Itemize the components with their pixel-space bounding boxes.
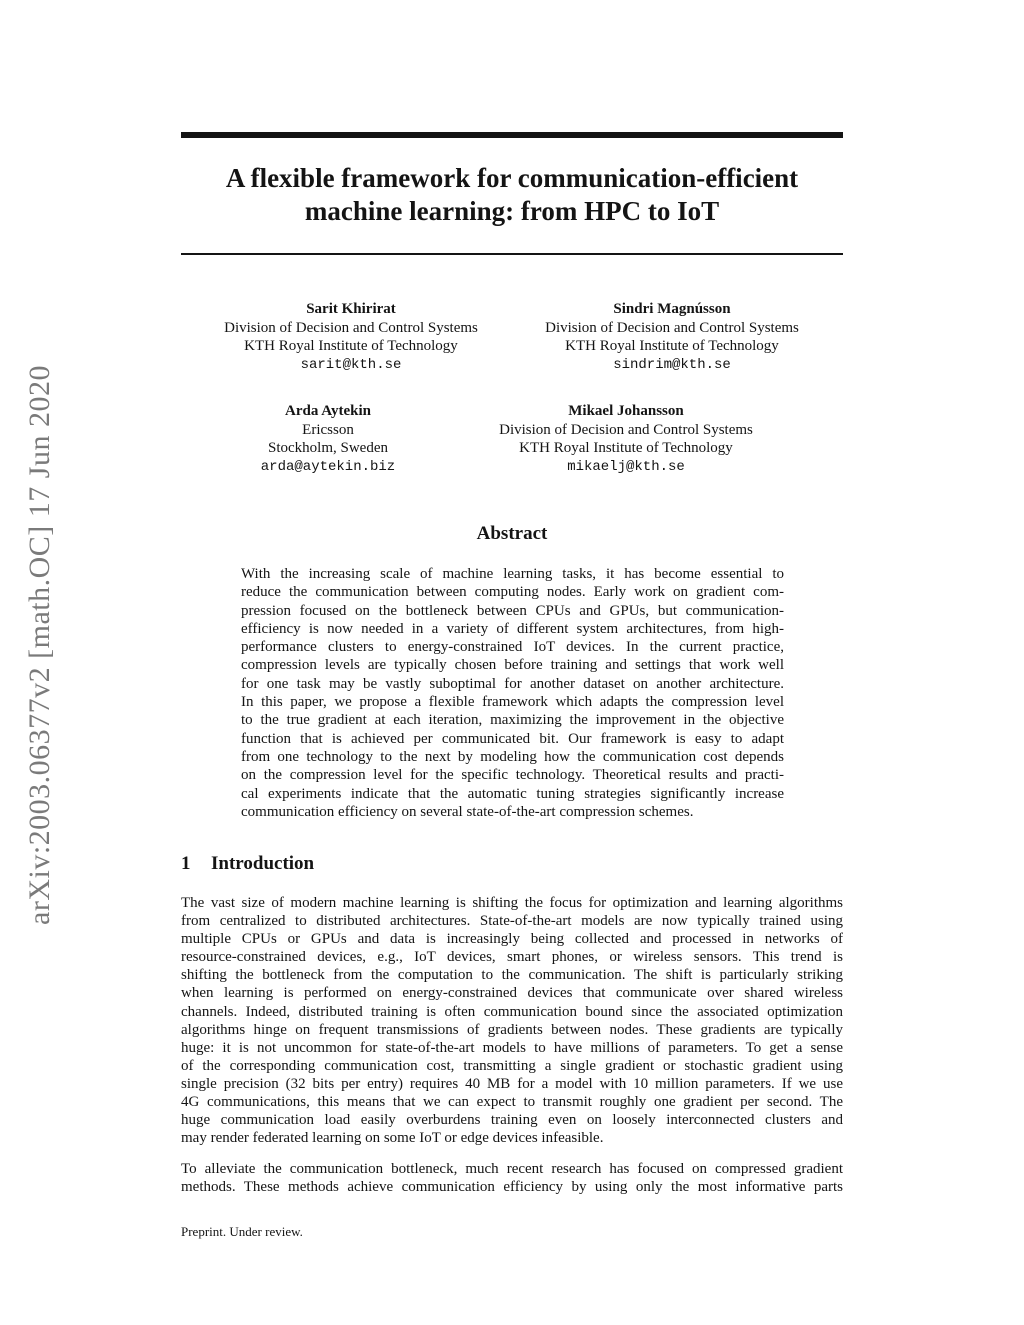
title-top-rule	[181, 132, 843, 138]
author-block	[178, 402, 478, 476]
paragraph-line: 4G communications, this means that we can expect to transmit roughly one gradient per second. The	[181, 1094, 843, 1111]
author-email: mikaelj@kth.se	[567, 458, 685, 475]
paragraph-line: methods. These methods achieve communication efficiency by using only the most informative parts	[181, 1179, 843, 1196]
abstract-line: for one task may be vastly suboptimal for another dataset on another architecture.	[241, 675, 784, 692]
author-block	[522, 300, 822, 374]
abstract-line: compression levels are typically chosen before training and settings that work well	[241, 657, 784, 674]
author-email: sindrim@kth.se	[613, 356, 731, 373]
paragraph-line: huge: it is not uncommon for state-of-the-art models to have millions of parameters. To get a sense	[181, 1039, 843, 1056]
abstract-line: function that is achieved per communicated bit. Our framework is easy to adapt	[241, 730, 784, 747]
abstract-line: to the true gradient at each iteration, maximizing the improvement in the objective	[241, 712, 784, 729]
author-block	[201, 300, 501, 374]
paragraph-line: algorithms hinge on frequent transmissions of gradients between nodes. These gradients are typically	[181, 1021, 843, 1038]
author-affiliation: Division of Decision and Control Systems	[224, 319, 478, 336]
author-block	[476, 402, 776, 476]
paragraph-line: The vast size of modern machine learning is shifting the focus for optimization and learning algorithms	[181, 895, 843, 911]
author-affiliation: KTH Royal Institute of Technology	[565, 338, 779, 354]
title-line: A flexible framework for communication-efficient	[225, 163, 799, 193]
paragraph-line: from centralized to distributed architectures. State-of-the-art models are now typically trained using	[181, 913, 843, 930]
paragraph-line: To alleviate the communication bottleneck, much recent research has focused on compressed gradient	[181, 1161, 843, 1177]
author-affiliation: KTH Royal Institute of Technology	[244, 338, 458, 354]
intro-paragraph-2	[181, 1160, 843, 1196]
title-bottom-rule	[181, 253, 843, 255]
author-affiliation: Division of Decision and Control Systems	[545, 319, 799, 336]
author-email: sarit@kth.se	[300, 356, 402, 373]
author-affiliation: Ericsson	[302, 421, 354, 438]
author-affiliation: Division of Decision and Control Systems	[499, 421, 753, 438]
abstract-line: cal experiments indicate that the automatic tuning strategies significantly increase	[241, 785, 784, 802]
abstract-heading: Abstract	[476, 523, 548, 544]
abstract-line: In this paper, we propose a flexible framework which adapts the compression level	[241, 694, 784, 711]
paragraph-line: channels. Indeed, distributed training is often communication bound since the associated optimization	[181, 1003, 843, 1020]
author-affiliation: KTH Royal Institute of Technology	[519, 440, 733, 456]
abstract-line: communication efficiency on several state-of-the-art compression schemes.	[241, 803, 694, 820]
section-number: 1	[181, 853, 191, 874]
intro-paragraph-1	[181, 894, 843, 1147]
abstract-line: pression focused on the bottleneck between CPUs and GPUs, but communication-	[241, 602, 784, 619]
abstract-text	[241, 565, 784, 821]
arxiv-sidebar-stamp: arXiv:2003.06377v2 [math.OC] 17 Jun 2020	[23, 365, 56, 925]
author-name: Sarit Khirirat	[306, 301, 396, 317]
abstract-line: reduce the communication between computing nodes. Early work on gradient com-	[241, 584, 784, 601]
abstract-line: performance clusters to energy-constrained IoT devices. In the current practice,	[241, 639, 784, 656]
paragraph-line: may render federated learning on some IoT or edge devices infeasible.	[181, 1130, 604, 1147]
author-name: Arda Aytekin	[285, 403, 371, 419]
paragraph-line: when learning is performed on energy-constrained devices that communicate over shared wireless	[181, 985, 843, 1002]
page-footer: Preprint. Under review.	[181, 1224, 303, 1239]
author-affiliation: Stockholm, Sweden	[268, 440, 388, 456]
abstract-line: on the compression level for the specific technology. Theoretical results and practi-	[241, 767, 784, 784]
section-heading-introduction	[181, 853, 314, 875]
abstract-line: from one technology to the next by modeling how the communication cost depends	[241, 748, 784, 765]
paragraph-line: shifting the bottleneck from the computation to the communication. The shift is particularly striking	[181, 967, 843, 984]
abstract-line: efficiency is now needed in a variety of different system architectures, from high-	[241, 620, 784, 637]
paragraph-line: of the corresponding communication cost, transmitting a single gradient or stochastic gradient using	[181, 1057, 843, 1074]
abstract-line: With the increasing scale of machine learning tasks, it has become essential to	[241, 566, 784, 582]
paragraph-line: huge communication load easily overburdens training even on loosely interconnected clusters and	[181, 1112, 843, 1129]
paper-title	[181, 162, 843, 228]
author-email: arda@aytekin.biz	[260, 458, 396, 475]
paragraph-line: single precision (32 bits per entry) requires 40 MB for a model with 10 million parameters. If we use	[181, 1075, 843, 1092]
paragraph-line: multiple CPUs or GPUs and data is increasingly being collected and processed in networks of	[181, 931, 843, 948]
author-name: Sindri Magnússon	[613, 301, 731, 317]
paragraph-line: resource-constrained devices, e.g., IoT devices, smart phones, or wireless sensors. This trend is	[181, 949, 843, 966]
author-name: Mikael Johansson	[568, 403, 684, 419]
section-title: Introduction	[211, 853, 315, 874]
title-line: machine learning: from HPC to IoT	[304, 196, 720, 226]
